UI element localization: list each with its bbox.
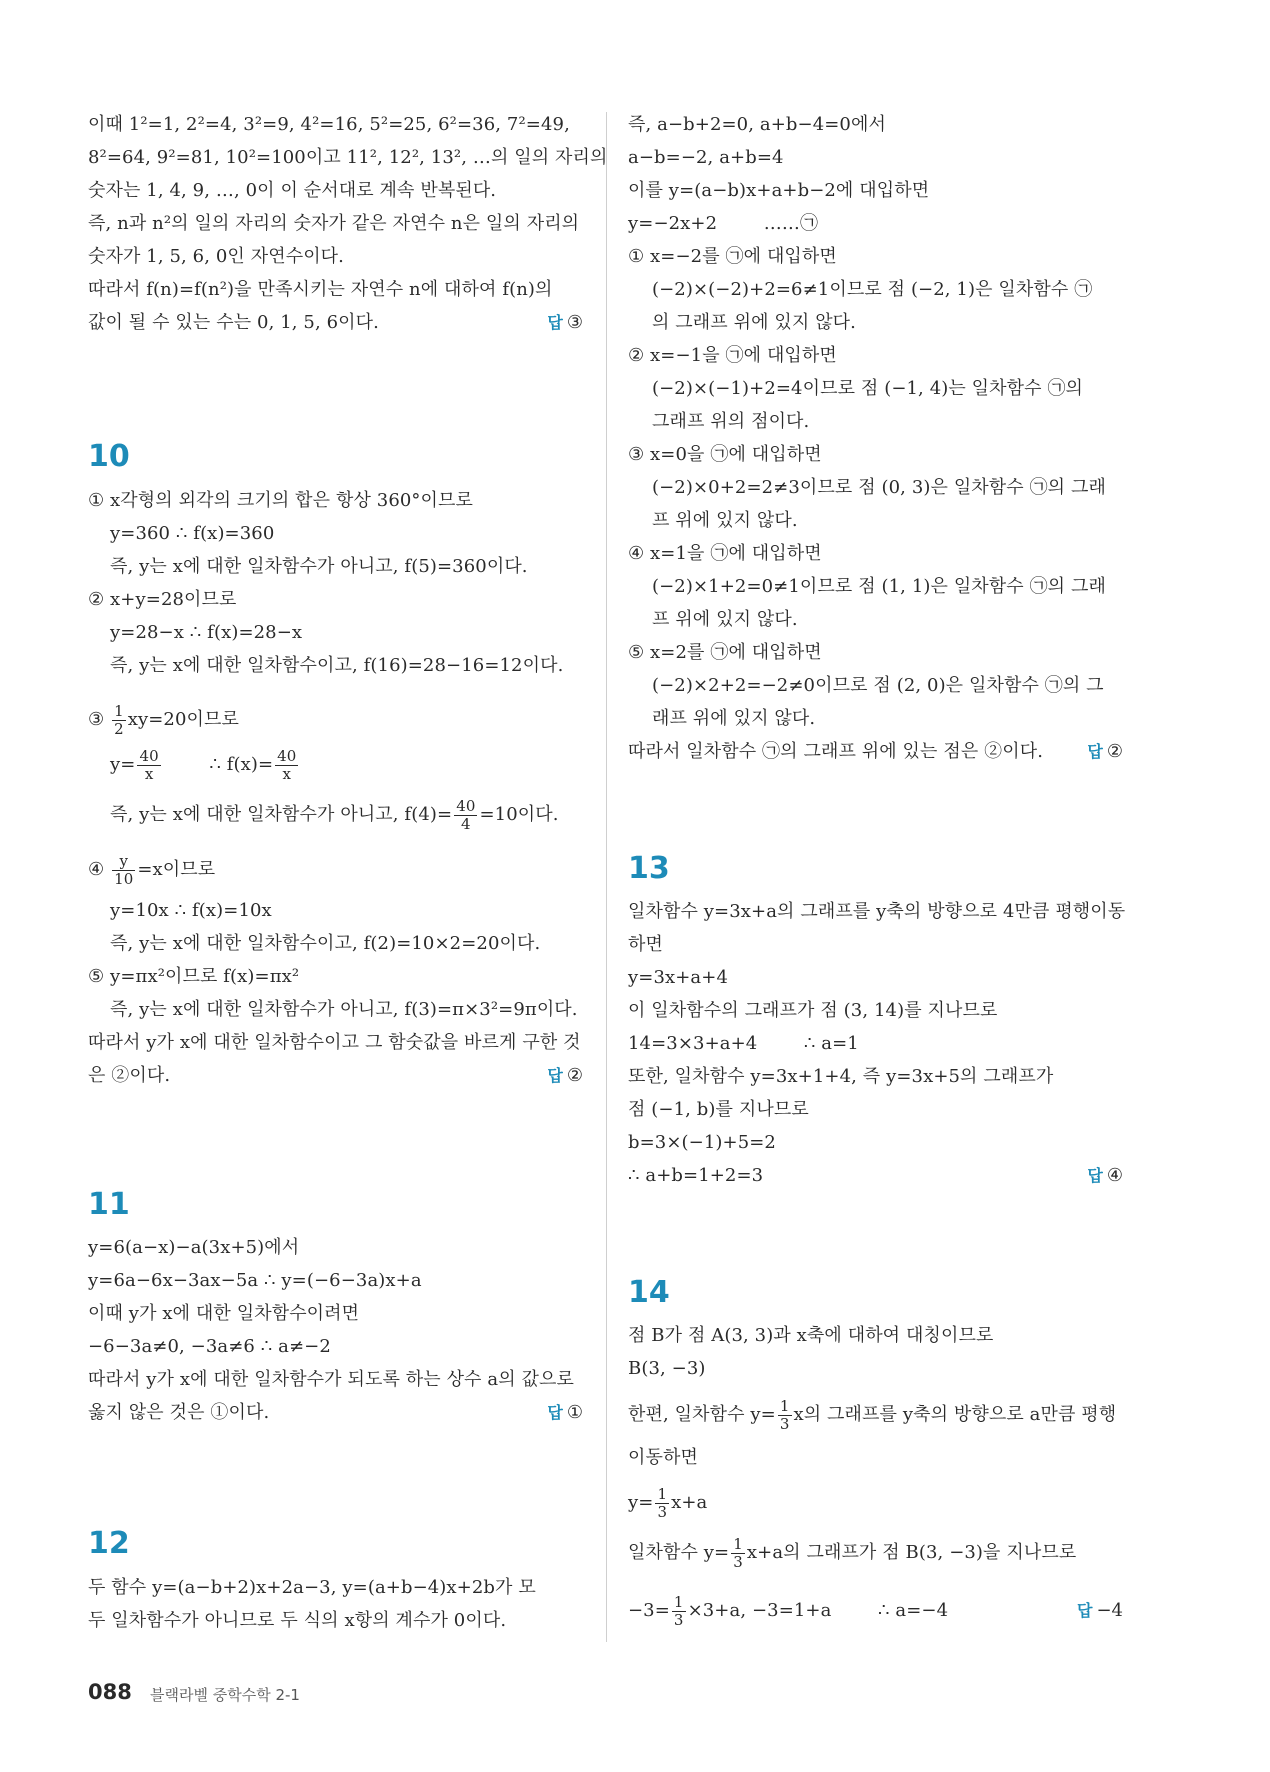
fraction-line [628, 1483, 707, 1523]
answer-label: 답 [547, 313, 563, 332]
fraction-line [628, 1533, 1076, 1573]
text-line: 프 위에 있지 않다. [652, 510, 798, 531]
text-line: 두 일차함수가 아니므로 두 식의 x항의 계수가 0이다. [88, 1610, 507, 1631]
text-line: 따라서 일차함수 ㉠의 그래프 위에 있는 점은 ②이다. [628, 741, 1044, 762]
text-line: −6−3a≠0, −3a≠6 ∴ a≠−2 [88, 1336, 331, 1357]
fraction [778, 1398, 792, 1433]
answer [547, 310, 583, 336]
text-line: y=6a−6x−3ax−5a ∴ y=(−6−3a)x+a [88, 1270, 422, 1291]
text: ×3+a, −3=1+a ∴ a=−4 [687, 1600, 949, 1621]
text-line: ② x+y=28이므로 [88, 589, 237, 610]
text-line: 8²=64, 9²=81, 10²=100이고 11², 12², 13², …의 일의 자리의 [88, 147, 608, 168]
answer-label: 답 [1076, 1601, 1093, 1620]
text-line: 이 일차함수의 그래프가 점 (3, 14)를 지나므로 [628, 1000, 998, 1021]
text-line: 은 ②이다. [88, 1065, 171, 1086]
text-line: a−b=−2, a+b=4 [628, 147, 784, 168]
text-line: 옳지 않은 것은 ①이다. [88, 1402, 270, 1423]
text-line: 점 B가 점 A(3, 3)과 x축에 대하여 대칭이므로 [628, 1325, 994, 1346]
text-line: y=−2x+2 ……㉠ [628, 213, 819, 234]
text-line: ∴ a+b=1+2=3 [628, 1165, 764, 1186]
denominator: 3 [657, 1502, 668, 1521]
text: =x이므로 [137, 859, 216, 880]
text-line: 즉, y는 x에 대한 일차함수이고, f(2)=10×2=20이다. [110, 933, 541, 954]
text: =10이다. [479, 804, 559, 825]
text-line: (−2)×(−1)+2=4이므로 점 (−1, 4)는 일차함수 ㉠의 [652, 378, 1084, 399]
fraction [731, 1536, 745, 1571]
text-line: y=3x+a+4 [628, 967, 729, 988]
denominator: 3 [779, 1414, 790, 1433]
fraction-line [628, 1591, 948, 1631]
text-line: 숫자는 1, 4, 9, …, 0이 이 순서대로 계속 반복된다. [88, 180, 497, 201]
fraction [112, 703, 126, 738]
text-line: 숫자가 1, 5, 6, 0인 자연수이다. [88, 246, 344, 267]
numerator: 40 [277, 746, 297, 765]
fraction [454, 798, 477, 833]
problem-number: 10 [88, 439, 130, 474]
text: ∴ f(x)= [162, 754, 274, 775]
column-divider [606, 112, 607, 1642]
text: y= [628, 1492, 654, 1513]
problem-number: 11 [88, 1187, 130, 1222]
numerator: 1 [779, 1396, 790, 1415]
text: y= [110, 754, 136, 775]
text-line: (−2)×2+2=−2≠0이므로 점 (2, 0)은 일차함수 ㉠의 그 [652, 675, 1104, 696]
answer-value: ② [566, 1065, 583, 1086]
text-line: (−2)×(−2)+2=6≠1이므로 점 (−2, 1)은 일차함수 ㉠ [652, 279, 1093, 300]
text-line: (−2)×1+2=0≠1이므로 점 (1, 1)은 일차함수 ㉠의 그래 [652, 576, 1106, 597]
text: 일차함수 y= [628, 1542, 730, 1563]
text-line: 의 그래프 위에 있지 않다. [652, 312, 856, 333]
problem-number: 14 [628, 1275, 670, 1310]
answer [1077, 1598, 1123, 1624]
answer-value: ① [566, 1402, 583, 1423]
answer-label: 답 [547, 1403, 563, 1422]
text-line: ⑤ x=2를 ㉠에 대입하면 [628, 642, 822, 663]
text-line: 즉, a−b+2=0, a+b−4=0에서 [628, 114, 886, 135]
fraction-line [88, 795, 559, 835]
text-line: ③ x=0을 ㉠에 대입하면 [628, 444, 822, 465]
text-line: 그래프 위의 점이다. [652, 411, 810, 432]
text-line: 이를 y=(a−b)x+a+b−2에 대입하면 [628, 180, 930, 201]
text-line: ⑤ y=πx²이므로 f(x)=πx² [88, 966, 300, 987]
book-title: 블랙라벨 중학수학 2-1 [150, 1686, 300, 1704]
text: x+a의 그래프가 점 B(3, −3)을 지나므로 [746, 1542, 1077, 1563]
fraction-line [628, 1395, 1116, 1435]
text-line: 14=3×3+a+4 ∴ a=1 [628, 1033, 859, 1054]
answer-value: −4 [1096, 1600, 1123, 1621]
answer-label: 답 [547, 1066, 563, 1085]
text-line: ② x=−1을 ㉠에 대입하면 [628, 345, 837, 366]
denominator: 2 [114, 719, 124, 738]
text-line: 따라서 f(n)=f(n²)을 만족시키는 자연수 n에 대하여 f(n)의 [88, 279, 553, 300]
denominator: 4 [461, 814, 471, 833]
text-line: ④ x=1을 ㉠에 대입하면 [628, 543, 822, 564]
denominator: 10 [114, 869, 134, 888]
problem-number: 13 [628, 851, 670, 886]
answer [1087, 1163, 1123, 1189]
text-line: B(3, −3) [628, 1358, 706, 1379]
text-line: 값이 될 수 있는 수는 0, 1, 5, 6이다. [88, 312, 379, 333]
text: x+a [671, 1492, 708, 1513]
text-line: 이동하면 [628, 1447, 698, 1468]
text-line: 따라서 y가 x에 대한 일차함수가 되도록 하는 상수 a의 값으로 [88, 1369, 574, 1390]
fraction [672, 1594, 686, 1629]
text: x의 그래프를 y축의 방향으로 a만큼 평행 [793, 1404, 1117, 1425]
text-line: ① x=−2를 ㉠에 대입하면 [628, 246, 837, 267]
text-line: 이때 1²=1, 2²=4, 3²=9, 4²=16, 5²=25, 6²=36, 7²=49, [88, 114, 570, 135]
answer-value: ③ [566, 312, 583, 333]
denominator: 3 [673, 1610, 684, 1629]
text-line: y=360 ∴ f(x)=360 [110, 523, 275, 544]
text-line: y=6(a−x)−a(3x+5)에서 [88, 1237, 300, 1258]
text-line: 즉, y는 x에 대한 일차함수이고, f(16)=28−16=12이다. [110, 655, 564, 676]
fraction [275, 748, 298, 783]
text-line: 래프 위에 있지 않다. [652, 708, 816, 729]
text-line: 점 (−1, b)를 지나므로 [628, 1099, 809, 1120]
answer [1087, 739, 1123, 765]
fraction-line [88, 745, 300, 785]
answer [547, 1400, 583, 1426]
denominator: 3 [733, 1552, 743, 1571]
text-line: 즉, y는 x에 대한 일차함수가 아니고, f(3)=π×3²=9π이다. [110, 999, 578, 1020]
text-line: 두 함수 y=(a−b+2)x+2a−3, y=(a+b−4)x+2b가 모 [88, 1577, 536, 1598]
problem-number: 12 [88, 1526, 130, 1561]
numerator: 1 [657, 1484, 668, 1503]
text-line: 일차함수 y=3x+a의 그래프를 y축의 방향으로 4만큼 평행이동 [628, 901, 1126, 922]
answer-value: ② [1106, 741, 1123, 762]
text-line: y=10x ∴ f(x)=10x [110, 900, 272, 921]
numerator: 40 [456, 796, 476, 815]
fraction [137, 748, 160, 783]
text-line: 즉, y는 x에 대한 일차함수가 아니고, f(5)=360이다. [110, 556, 528, 577]
text-line: 또한, 일차함수 y=3x+1+4, 즉 y=3x+5의 그래프가 [628, 1066, 1054, 1087]
fraction-line [88, 700, 239, 740]
text-line: 따라서 y가 x에 대한 일차함수이고 그 함숫값을 바르게 구한 것 [88, 1032, 581, 1053]
text: 한편, 일차함수 y= [628, 1404, 776, 1425]
numerator: y [112, 853, 135, 871]
page-number: 088 [88, 1680, 132, 1704]
numerator: 40 [139, 746, 159, 765]
text: xy=20이므로 [127, 709, 240, 730]
text-line: 즉, n과 n²의 일의 자리의 숫자가 같은 자연수 n은 일의 자리의 [88, 213, 580, 234]
text: 즉, y는 x에 대한 일차함수가 아니고, f(4)= [110, 804, 453, 825]
text-line: (−2)×0+2=2≠3이므로 점 (0, 3)은 일차함수 ㉠의 그래 [652, 477, 1106, 498]
denominator: x [144, 764, 154, 783]
fraction [655, 1486, 669, 1521]
numerator: 1 [733, 1534, 743, 1553]
text-line: 이때 y가 x에 대한 일차함수이려면 [88, 1303, 360, 1324]
answer-label: 답 [1087, 1166, 1103, 1185]
circled-number: ④ [88, 859, 105, 880]
text-line: ① x각형의 외각의 크기의 합은 항상 360°이므로 [88, 490, 473, 511]
text-line: y=28−x ∴ f(x)=28−x [110, 622, 303, 643]
fraction-line [88, 850, 215, 890]
text: −3= [628, 1600, 670, 1621]
answer [547, 1063, 583, 1089]
denominator: x [282, 764, 292, 783]
text-line: 하면 [628, 934, 663, 955]
answer-value: ④ [1106, 1165, 1123, 1186]
fraction [112, 853, 135, 888]
answer-label: 답 [1087, 742, 1103, 761]
numerator: 1 [114, 701, 124, 720]
text-line: 프 위에 있지 않다. [652, 609, 798, 630]
text-line: b=3×(−1)+5=2 [628, 1132, 776, 1153]
circled-number: ③ [88, 709, 105, 730]
numerator: 1 [673, 1592, 684, 1611]
